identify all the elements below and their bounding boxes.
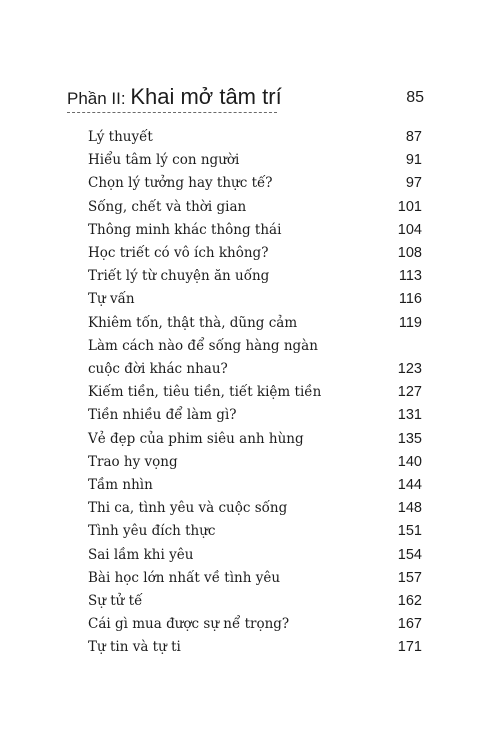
toc-entry-title: Trao hy vọng — [88, 453, 178, 470]
toc-entry-page-number: 123 — [397, 361, 422, 378]
toc-entry-page-number: 108 — [397, 245, 422, 262]
toc-entry-page-number: 97 — [405, 175, 422, 192]
toc-entry-page-number: 148 — [397, 500, 422, 517]
toc-entry[interactable] — [88, 219, 422, 242]
toc-entry-title: Tầm nhìn — [88, 477, 153, 494]
toc-entry[interactable] — [88, 172, 422, 195]
toc-entry-page-number: 135 — [397, 430, 422, 447]
section-title — [67, 84, 282, 110]
toc-entry-title: Sống, chết và thời gian — [88, 198, 247, 215]
toc-entry-title: Sai lầm khi yêu — [88, 546, 194, 563]
toc-entry[interactable] — [88, 312, 422, 335]
toc-entry[interactable] — [88, 451, 422, 474]
toc-entry[interactable] — [88, 288, 422, 311]
toc-entry-title: Tình yêu đích thực — [88, 523, 216, 540]
toc-entry[interactable] — [88, 636, 422, 659]
toc-entry-page-number: 154 — [397, 546, 422, 563]
toc-entry-title: cuộc đời khác nhau? — [88, 361, 228, 378]
toc-entry[interactable] — [88, 520, 422, 543]
toc-entry-page-number: 87 — [405, 129, 422, 145]
toc-list — [88, 126, 422, 660]
toc-entry[interactable] — [88, 613, 422, 636]
toc-entry-page-number: 140 — [397, 453, 422, 470]
toc-entry[interactable] — [88, 567, 422, 590]
toc-entry-page-number: 171 — [397, 639, 422, 656]
toc-entry-title: Tự tin và tự ti — [88, 639, 181, 656]
toc-entry-title: Lý thuyết — [88, 129, 153, 145]
toc-entry-title: Tự vấn — [88, 291, 135, 308]
toc-entry[interactable] — [88, 404, 422, 427]
toc-entry-page-number: 127 — [397, 384, 422, 401]
toc-entry-page-number: 151 — [397, 523, 422, 540]
toc-entry-title: Khiêm tốn, thật thà, dũng cảm — [88, 314, 298, 331]
toc-entry[interactable] — [88, 126, 422, 149]
toc-entry-page-number: 101 — [397, 198, 422, 215]
toc-entry-title: Sự tử tế — [88, 593, 143, 610]
toc-entry-title: Cái gì mua được sự nể trọng? — [88, 616, 290, 633]
toc-entry-title: Học triết có vô ích không? — [88, 245, 269, 262]
toc-entry[interactable] — [88, 196, 422, 219]
toc-entry-page-number: 113 — [398, 268, 422, 285]
section-divider — [67, 112, 277, 113]
section-page-number: 85 — [406, 89, 424, 106]
toc-entry-page-number: 157 — [397, 569, 422, 586]
toc-entry-page-number: 119 — [398, 314, 422, 331]
toc-entry[interactable] — [88, 497, 422, 520]
toc-entry-page-number: 162 — [397, 593, 422, 610]
toc-entry-title: Thi ca, tình yêu và cuộc sống — [88, 500, 288, 517]
toc-entry[interactable] — [88, 242, 422, 265]
toc-entry[interactable] — [88, 265, 422, 288]
toc-entry-page-number: 131 — [397, 407, 422, 424]
toc-entry[interactable] — [88, 381, 422, 404]
toc-entry[interactable] — [88, 335, 422, 381]
toc-entry-page-number: 91 — [405, 152, 422, 169]
toc-entry-title: Thông minh khác thông thái — [88, 221, 282, 238]
toc-entry-title: Làm cách nào để sống hàng ngàn — [88, 337, 318, 354]
toc-entry-title: Chọn lý tưởng hay thực tế? — [88, 175, 273, 192]
toc-entry[interactable] — [88, 149, 422, 172]
toc-entry-title: Kiếm tiền, tiêu tiền, tiết kiệm tiền — [88, 384, 322, 401]
toc-entry[interactable] — [88, 428, 422, 451]
part-label: Phần II: — [67, 89, 131, 108]
toc-entry-title: Bài học lớn nhất về tình yêu — [88, 569, 281, 586]
toc-entry-page-number: 144 — [397, 477, 422, 494]
toc-entry-title: Tiền nhiều để làm gì? — [88, 407, 237, 424]
section-header — [67, 84, 424, 114]
toc-entry-page-number: 104 — [397, 221, 422, 238]
toc-entry-page-number: 116 — [398, 291, 422, 308]
toc-entry-title: Vẻ đẹp của phim siêu anh hùng — [88, 430, 304, 447]
part-name: Khai mở tâm trí — [130, 84, 282, 109]
toc-entry-title: Hiểu tâm lý con người — [88, 152, 240, 169]
toc-entry[interactable] — [88, 474, 422, 497]
toc-entry[interactable] — [88, 590, 422, 613]
toc-entry[interactable] — [88, 544, 422, 567]
toc-entry-title: Triết lý từ chuyện ăn uống — [88, 268, 270, 285]
toc-entry-page-number: 167 — [397, 616, 422, 633]
